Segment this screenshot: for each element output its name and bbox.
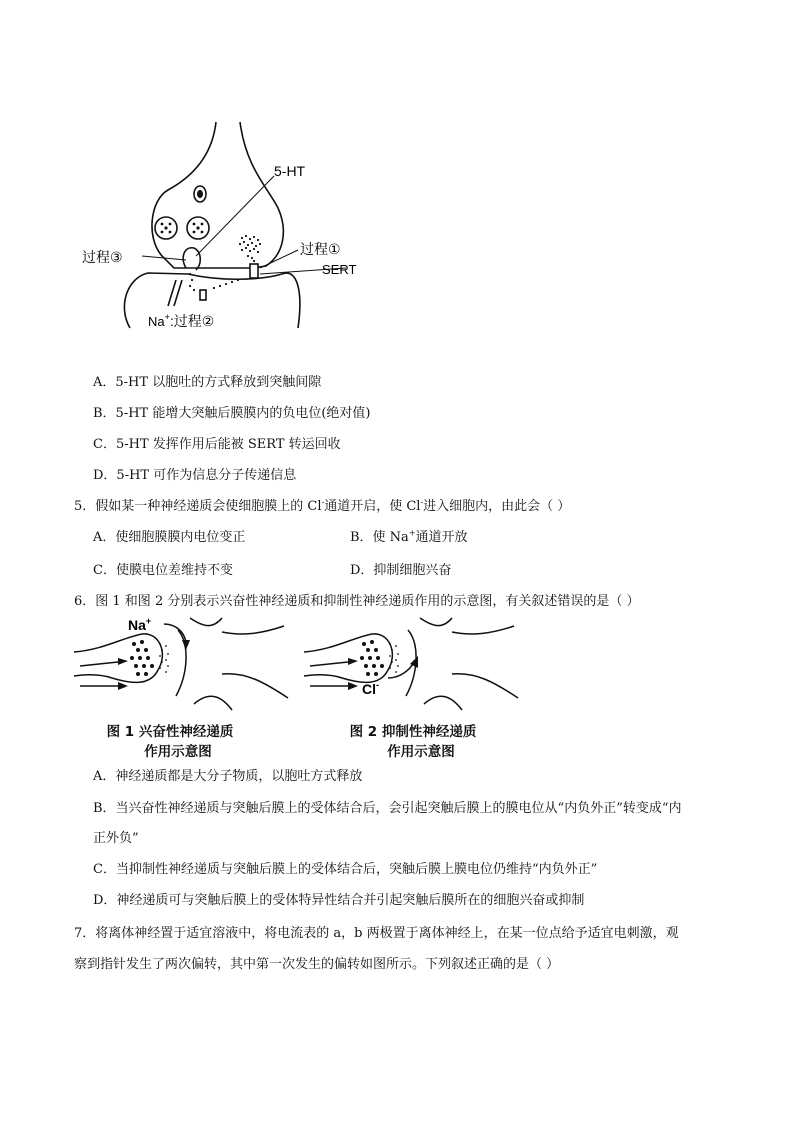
label-5ht: 5-HT bbox=[274, 163, 306, 179]
na-channel bbox=[168, 280, 182, 306]
q5-option-a: A．使细胞膜膜内电位变正 bbox=[93, 530, 246, 545]
svg-text:Cl- bbox=[362, 680, 379, 697]
q4-option-c: C．5-HT 发挥作用后能被 SERT 转运回收 bbox=[93, 437, 341, 452]
q6-stem: 6．图 1 和图 2 分别表示兴奋性神经递质和抑制性神经递质作用的示意图，有关叙述错误的是（ ） bbox=[74, 594, 640, 609]
fig2-ion: Cl bbox=[362, 681, 376, 697]
fig1-caption: 图 1 兴奋性神经递质 作用示意图 bbox=[106, 724, 234, 760]
q5-option-b: B．使 Na+通道开放 bbox=[350, 528, 468, 545]
q6-option-d: D．神经递质可与突触后膜上的受体特异性结合并引起突触后膜所在的细胞兴奋或抑制 bbox=[93, 893, 585, 908]
svg-text:Na+:过程② bbox=[148, 312, 214, 329]
q5-option-c: C．使膜电位差维持不变 bbox=[93, 563, 233, 578]
fig2-ion-sup: - bbox=[376, 680, 379, 690]
q6-option-b-line2: 正外负” bbox=[93, 831, 139, 846]
q4-option-a: A．5-HT 以胞吐的方式释放到突触间隙 bbox=[93, 375, 322, 390]
q5-stem: 5．假如某一种神经递质会使细胞膜上的 Cl-通道开启，使 Cl-进入细胞内，由此会（ ） bbox=[74, 497, 571, 514]
q4-option-b: B．5-HT 能增大突触后膜膜内的负电位(绝对值) bbox=[93, 406, 371, 421]
q4-option-d: D．5-HT 可作为信息分子传递信息 bbox=[93, 468, 297, 483]
excitatory-synapse-figure bbox=[72, 614, 302, 714]
label-process3: 过程③ bbox=[82, 249, 123, 265]
sert-transporter bbox=[250, 264, 258, 278]
label-process2: :过程② bbox=[169, 313, 215, 329]
label-na: Na bbox=[148, 314, 165, 329]
synapse-5ht-diagram bbox=[78, 118, 378, 333]
fig1-ion-sup: + bbox=[145, 616, 152, 626]
q6-option-b-line1: B．当兴奋性神经递质与突触后膜上的受体结合后，会引起突触后膜上的膜电位从“内负外正”转变成“内 bbox=[93, 801, 682, 816]
label-process1: 过程① bbox=[300, 241, 341, 257]
label-na-sup: + bbox=[164, 312, 170, 322]
q6-option-c: C．当抑制性神经递质与突触后膜上的受体结合后，突触后膜上膜电位仍维持“内负外正” bbox=[93, 862, 598, 877]
label-sert: SERT bbox=[322, 262, 357, 277]
q7-stem-line1: 7．将离体神经置于适宜溶液中，将电流表的 a，b 两极置于离体神经上，在某一位点给予适宜电刺激，观 bbox=[74, 926, 679, 941]
receptor bbox=[200, 290, 206, 300]
q7-stem-line2: 察到指针发生了两次偏转，其中第一次发生的偏转如图所示。下列叙述正确的是（ ） bbox=[74, 957, 560, 972]
q6-option-a: A．神经递质都是大分子物质，以胞吐方式释放 bbox=[93, 769, 363, 784]
fig1-ion: Na bbox=[128, 617, 146, 633]
fig2-caption: 图 2 抑制性神经递质 作用示意图 bbox=[349, 724, 477, 760]
svg-text:Na+ bbox=[128, 616, 151, 633]
presynaptic-membrane bbox=[152, 122, 283, 268]
inhibitory-synapse-figure bbox=[300, 614, 530, 714]
exocytosis-pocket bbox=[183, 248, 200, 270]
q5-option-d: D．抑制细胞兴奋 bbox=[350, 563, 452, 578]
